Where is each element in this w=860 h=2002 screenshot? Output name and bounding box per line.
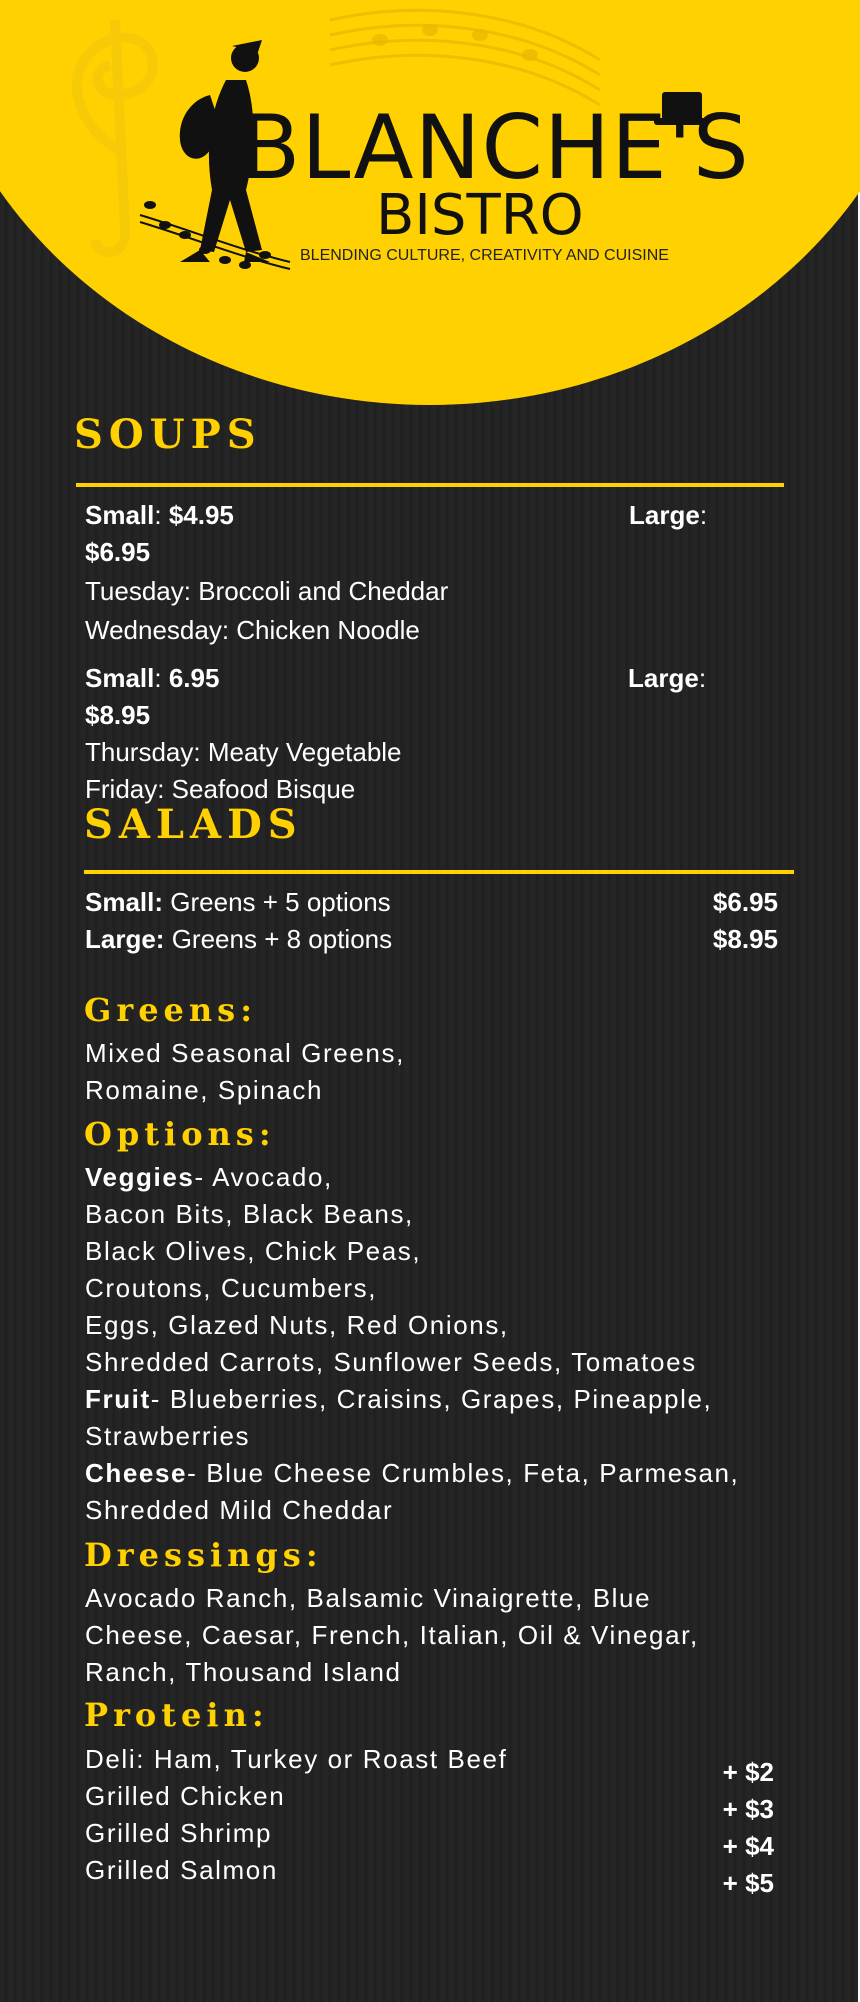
option-cheese-line — [85, 1454, 739, 1492]
veggies-label: Veggies — [85, 1162, 195, 1192]
options-title: Options: — [84, 1115, 276, 1153]
salads-divider — [84, 870, 794, 874]
protein-item: Grilled Salmon — [85, 1855, 278, 1885]
soups-divider — [76, 483, 784, 487]
soup-large-label-2: Large: — [628, 663, 707, 693]
soup-large-label-text-2: Large — [628, 663, 699, 693]
soup-item: Friday: Seafood Bisque — [85, 774, 356, 804]
option-line: Strawberries — [85, 1421, 251, 1451]
option-line: Eggs, Glazed Nuts, Red Onions, — [85, 1310, 509, 1340]
salad-size-label: Small: — [85, 887, 164, 917]
soup-small-price-2: Small: 6.95 — [85, 663, 220, 693]
option-line: Shredded Mild Cheddar — [85, 1495, 394, 1525]
fruit-text: - Blueberries, Craisins, Grapes, Pineapple, — [150, 1384, 713, 1414]
option-fruit-line — [85, 1380, 712, 1418]
protein-item: Grilled Shrimp — [85, 1818, 273, 1848]
protein-title: Protein: — [84, 1696, 269, 1734]
logo-title: BLANCHE'S — [240, 96, 750, 199]
protein-price: + $2 — [722, 1757, 774, 1787]
option-line: Bacon Bits, Black Beans, — [85, 1199, 414, 1229]
salad-size-price: $8.95 — [712, 924, 778, 954]
veggies-text: - Avocado, — [194, 1162, 333, 1192]
option-veggies-line — [85, 1158, 333, 1196]
option-line: Black Olives, Chick Peas, — [85, 1236, 422, 1266]
dressings-line: Ranch, Thousand Island — [85, 1657, 402, 1687]
cheese-label: Cheese — [85, 1458, 188, 1488]
salad-size-price: $6.95 — [712, 887, 778, 917]
soup-large-label: Large: — [629, 500, 708, 530]
soup-item: Tuesday: Broccoli and Cheddar — [85, 576, 449, 606]
soup-small-value: $4.95 — [168, 500, 234, 530]
protein-item: Grilled Chicken — [85, 1781, 286, 1811]
soups-title: SOUPS — [74, 411, 262, 458]
salad-size-label: Large: — [85, 924, 165, 954]
soup-small-label: Small — [85, 500, 155, 530]
logo-tagline: BLENDING CULTURE, CREATIVITY AND CUISINE — [300, 247, 669, 264]
salad-size-desc: Greens + 5 options — [170, 887, 391, 917]
soup-item: Wednesday: Chicken Noodle — [85, 615, 420, 645]
protein-price: + $5 — [722, 1868, 774, 1898]
salad-size-row — [85, 883, 391, 921]
salad-size-desc: Greens + 8 options — [171, 924, 393, 954]
logo-subtitle: BISTRO — [376, 183, 584, 248]
greens-line: Mixed Seasonal Greens, — [85, 1038, 405, 1068]
dressings-line: Avocado Ranch, Balsamic Vinaigrette, Blue — [85, 1583, 652, 1613]
protein-price: + $3 — [722, 1794, 774, 1824]
protein-price: + $4 — [722, 1831, 774, 1861]
fruit-label: Fruit — [85, 1384, 151, 1414]
option-line: Croutons, Cucumbers, — [85, 1273, 378, 1303]
protein-item: Deli: Ham, Turkey or Roast Beef — [85, 1744, 508, 1774]
soup-large-label-text: Large — [629, 500, 700, 530]
greens-title: Greens: — [84, 991, 257, 1029]
salad-size-row — [85, 920, 392, 958]
soup-small-price: Small: $4.95 — [85, 500, 234, 530]
soup-item: Thursday: Meaty Vegetable — [85, 737, 402, 767]
soup-small-value-2: 6.95 — [168, 663, 220, 693]
dressings-title: Dressings: — [84, 1536, 323, 1574]
dressings-line: Cheese, Caesar, French, Italian, Oil & Vinegar, — [85, 1620, 699, 1650]
option-line: Shredded Carrots, Sunflower Seeds, Tomatoes — [85, 1347, 697, 1377]
soup-large-price-2: $8.95 — [85, 700, 151, 730]
soup-large-price: $6.95 — [85, 537, 151, 567]
soup-small-label-2: Small — [85, 663, 155, 693]
greens-line: Romaine, Spinach — [85, 1075, 324, 1105]
cheese-text: - Blue Cheese Crumbles, Feta, Parmesan, — [187, 1458, 740, 1488]
salads-title: SALADS — [84, 801, 303, 848]
